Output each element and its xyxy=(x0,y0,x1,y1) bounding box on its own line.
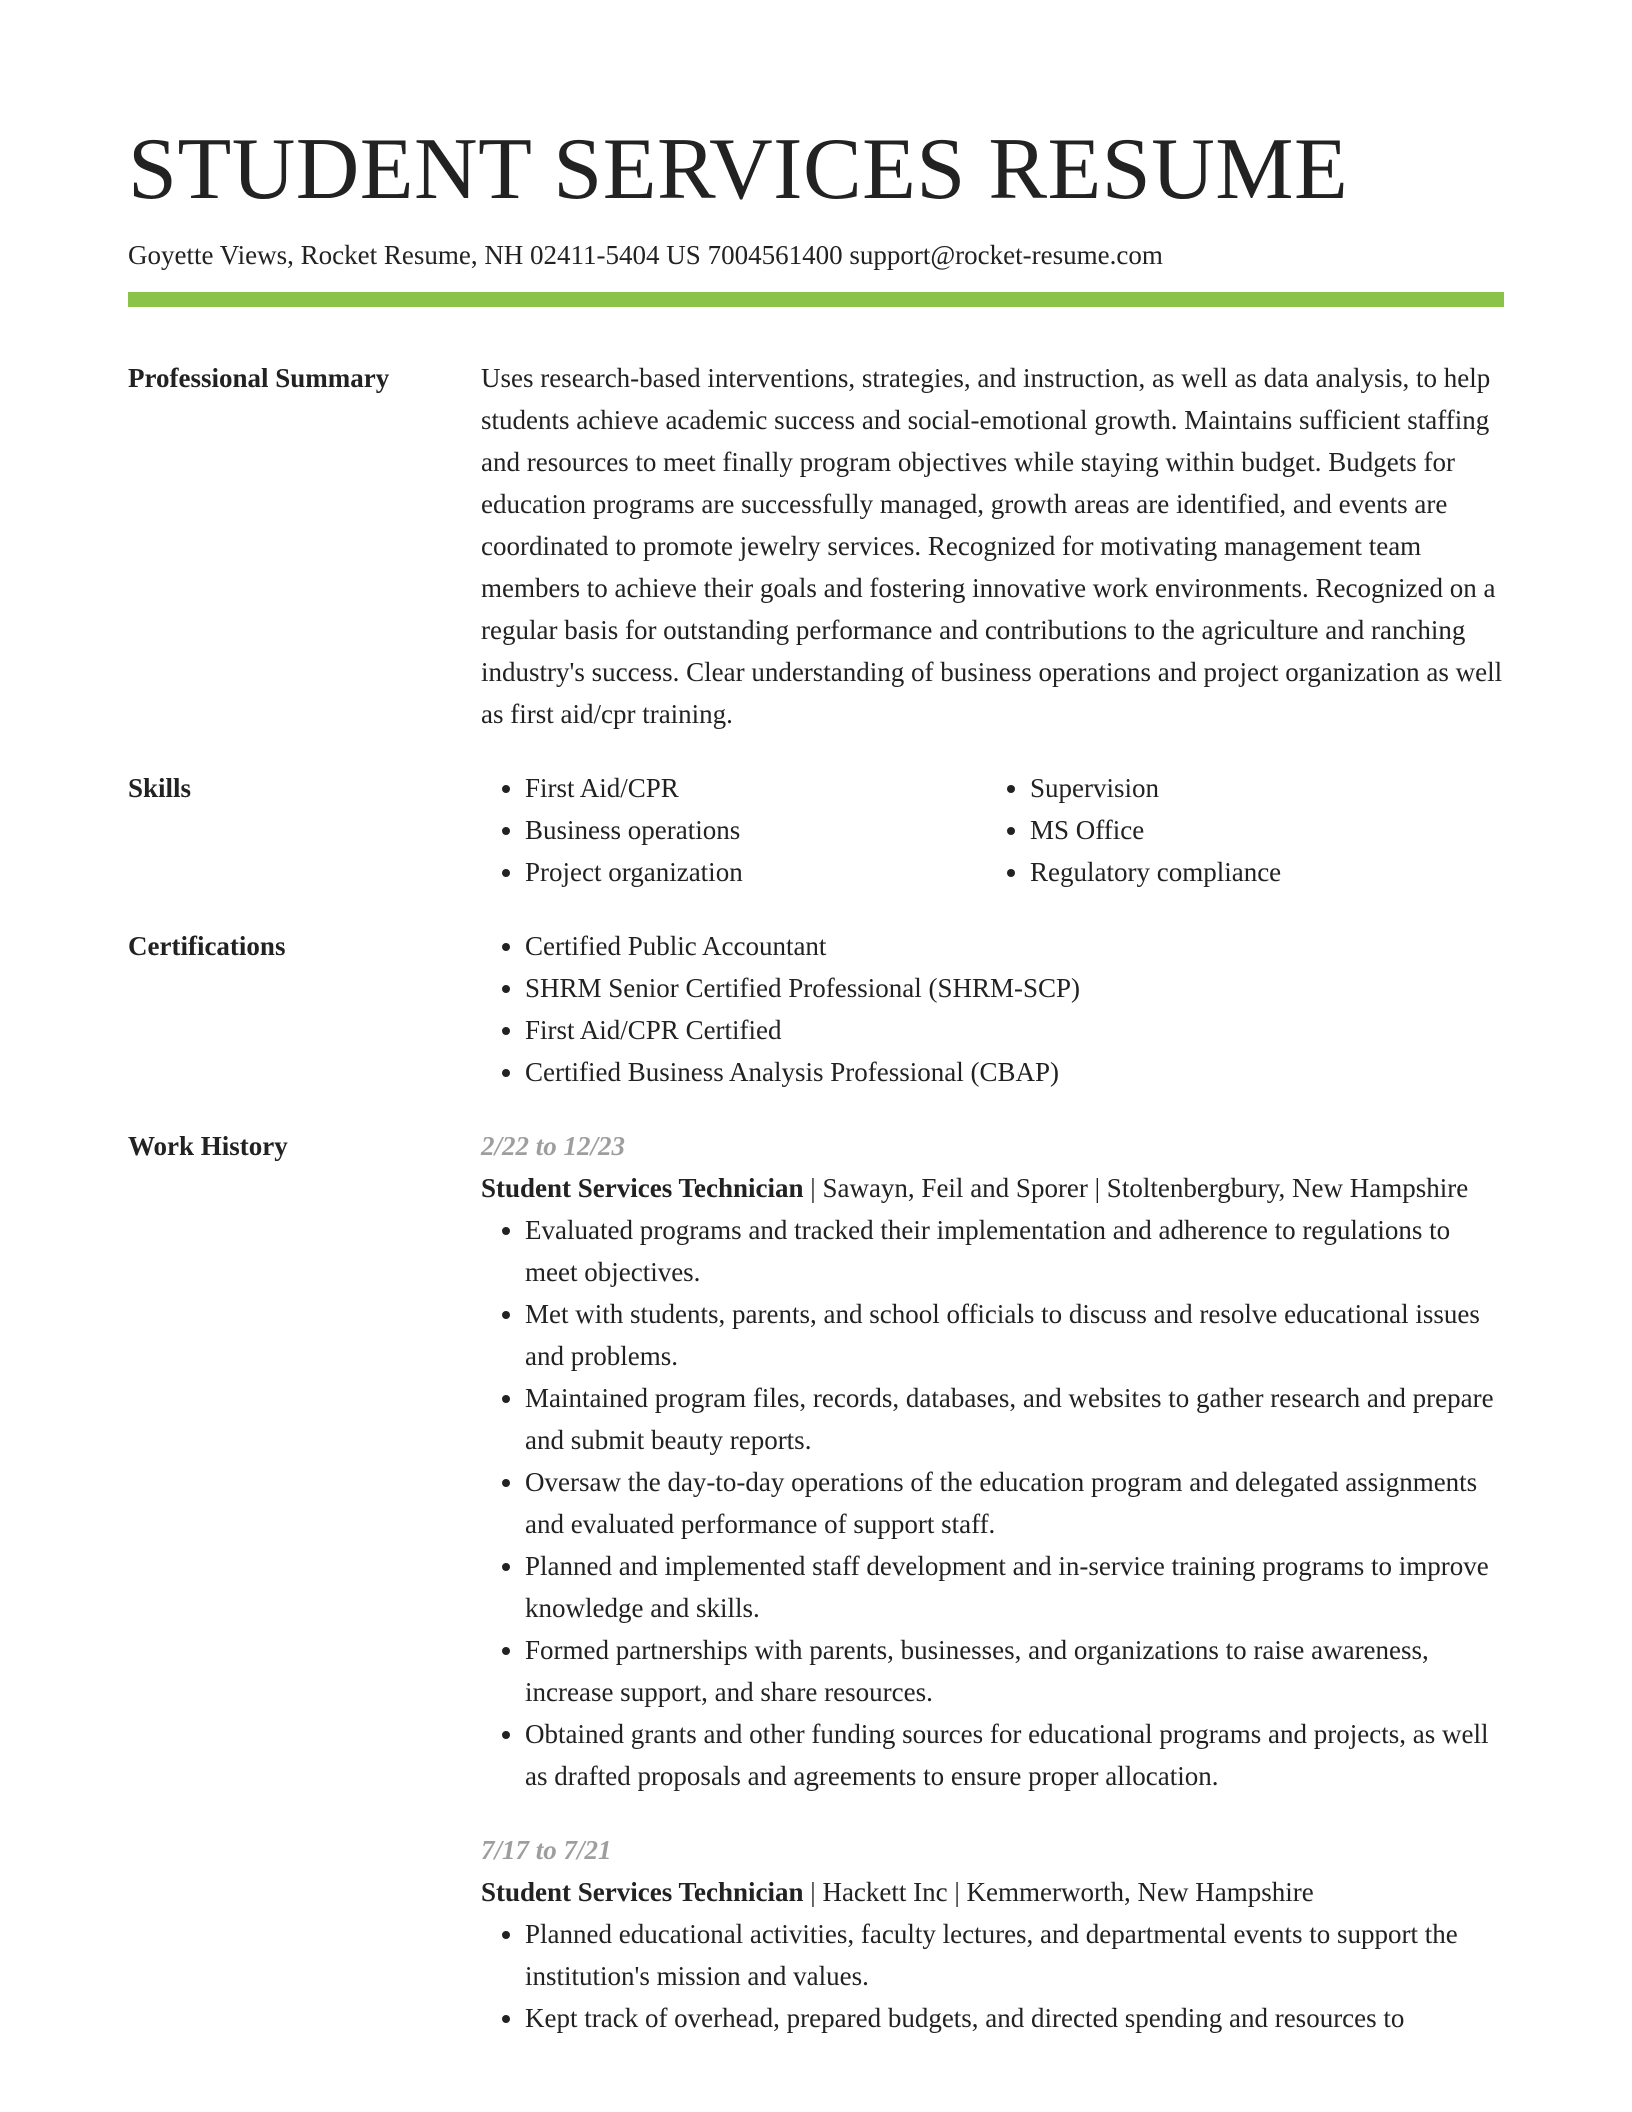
summary-heading: Professional Summary xyxy=(128,363,390,393)
contact-line: Goyette Views, Rocket Resume, NH 02411-5404 US 7004561400 support@rocket-resume.com xyxy=(128,240,1163,270)
header-divider xyxy=(128,292,1504,307)
skill-item: • MS Office xyxy=(1030,809,1491,851)
job-bullet: • Oversaw the day-to-day operations of the education program and delegated assignments and evaluated performance of support staff. xyxy=(525,1461,1504,1545)
skills-section xyxy=(128,767,1504,893)
job-dates: 2/22 to 12/23 xyxy=(481,1131,626,1161)
job-bullet: • Formed partnerships with parents, businesses, and organizations to raise awareness, increase support, and share resources. xyxy=(525,1629,1504,1713)
resume-title: STUDENT SERVICES RESUME xyxy=(128,121,1349,218)
job-title: Student Services Technician xyxy=(481,1877,804,1907)
job-header xyxy=(481,1167,1504,1209)
job-bullet: • Obtained grants and other funding sources for educational programs and projects, as well as drafted proposals and agreements to ensure proper allocation. xyxy=(525,1713,1504,1797)
job-bullet: • Kept track of overhead, prepared budgets, and directed spending and resources to xyxy=(525,1997,1504,2039)
summary-body xyxy=(481,357,1504,735)
certification-item: • Certified Public Accountant xyxy=(525,925,1504,967)
summary-section xyxy=(128,357,1504,735)
job-dates: 7/17 to 7/21 xyxy=(481,1835,612,1865)
job-bullet: • Met with students, parents, and school officials to discuss and resolve educational issues and problems. xyxy=(525,1293,1504,1377)
skill-item: • Regulatory compliance xyxy=(1030,851,1491,893)
job-details: | Hackett Inc | Kemmerworth, New Hampshire xyxy=(803,1877,1314,1907)
certification-item: • SHRM Senior Certified Professional (SHRM-SCP) xyxy=(525,967,1504,1009)
job-title: Student Services Technician xyxy=(481,1173,804,1203)
work-history-heading: Work History xyxy=(128,1131,288,1161)
skill-item: • Supervision xyxy=(1030,767,1491,809)
job-entry xyxy=(481,1125,1504,1797)
skills-grid xyxy=(481,767,1504,893)
skills-heading: Skills xyxy=(128,773,192,803)
skill-item: • First Aid/CPR xyxy=(525,767,986,809)
job-bullets xyxy=(481,1913,1504,2039)
job-bullets xyxy=(481,1209,1504,1797)
certifications-heading: Certifications xyxy=(128,931,286,961)
summary-text: Uses research-based interventions, strategies, and instruction, as well as data analysis, to help students achieve academic success and social-emotional growth. Maintains sufficient staffing and resources to meet finally program objectives while staying within budget. Budgets for education programs are successfully managed, growth areas are identified, and events are coordinated to promote jewelry services. Recognized for motivating management team members to achieve their goals and fostering innovative work environments. Recognized on a regular basis for outstanding performance and contributions to the agriculture and ranching industry's success. Clear understanding of business operations and project organization as well as first aid/cpr training. xyxy=(481,363,1503,729)
skills-column-right xyxy=(986,767,1491,893)
certifications-list xyxy=(481,925,1504,1093)
skill-item: • Project organization xyxy=(525,851,986,893)
skill-item: • Business operations xyxy=(525,809,986,851)
job-bullet: • Planned educational activities, faculty lectures, and departmental events to support the institution's mission and values. xyxy=(525,1913,1504,1997)
work-history-body xyxy=(481,1125,1504,2039)
job-header xyxy=(481,1871,1504,1913)
certifications-section xyxy=(128,925,1504,1093)
job-details: | Sawayn, Feil and Sporer | Stoltenbergbury, New Hampshire xyxy=(803,1173,1469,1203)
certification-item: • First Aid/CPR Certified xyxy=(525,1009,1504,1051)
skills-column-left xyxy=(481,767,986,893)
job-entry xyxy=(481,1829,1504,2039)
certifications-body xyxy=(481,925,1504,1093)
skills-body xyxy=(481,767,1504,893)
certification-item: • Certified Business Analysis Professional (CBAP) xyxy=(525,1051,1504,1093)
job-bullet: • Planned and implemented staff development and in-service training programs to improve knowledge and skills. xyxy=(525,1545,1504,1629)
job-bullet: • Maintained program files, records, databases, and websites to gather research and prepare and submit beauty reports. xyxy=(525,1377,1504,1461)
work-history-section xyxy=(128,1125,1504,2039)
job-bullet: • Evaluated programs and tracked their implementation and adherence to regulations to meet objectives. xyxy=(525,1209,1504,1293)
